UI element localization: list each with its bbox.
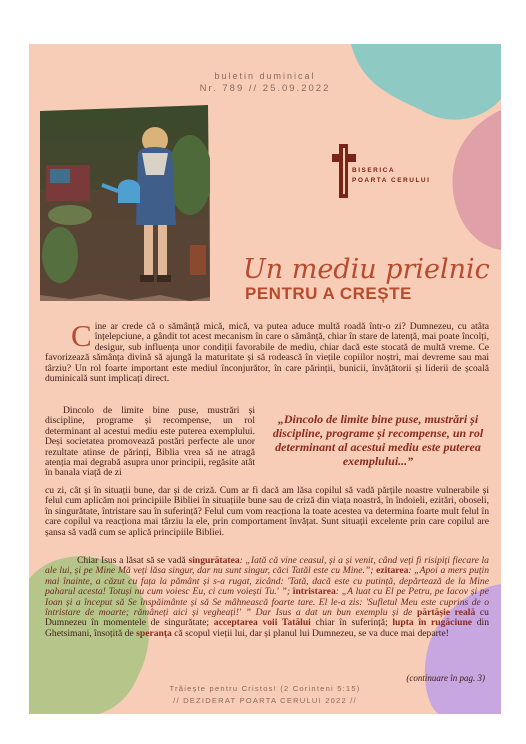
keyword-intristarea: întristarea <box>292 586 336 598</box>
child-watering-plants-photo <box>40 105 210 301</box>
continue-note: (continuare în pag. 3) <box>406 673 485 683</box>
logo-line-poarta-cerului: POARTA CERULUI <box>352 177 431 184</box>
footer-verse: Trăiește pentru Cristos! (2 Corinteni 5:15) <box>169 684 361 693</box>
issue-number-date: Nr. 789 // 25.09.2022 <box>199 83 331 94</box>
dropcap: C <box>71 318 92 353</box>
continuation-paragraph: cu zi, cât și în situații bune, dar și de criză. Cum ar fi dacă am lăsa copilul să vadă părțile noastre vulnerabile și felul cum aplicăm noi principiile Bibliei în situațiile bune sau de criză din viața noastră, în îndoieli, ezitări, oboseli, în singurătate, întristare sau în suferință? Felul cum vom reacționa la toate acestea va determina foarte mult felul în care copilul va reacționa mai târziu la ele, prin comportament învățat. Sunt situații excelente prin care copilul are șansa să vadă cum se aplică principiile Bibliei. <box>45 485 489 538</box>
p3-quote-1: : „Iată că vine ceasul, și a și venit, când veți fi risipiți fiecare la ale lui, și pe Mine Mă veți lăsa singur, dar nu sunt singur, căci Tatăl este cu Mine.”; <box>45 555 489 577</box>
keyword-speranta: speranța <box>136 627 172 639</box>
bulletin-page <box>29 44 501 714</box>
p3-text-3: chiar în suferință; <box>310 617 393 629</box>
title-main: PENTRU A CREȘTE <box>245 284 412 303</box>
pull-quote: „Dincolo de limite bine puse, mustrări și discipline, programe și recompense, un rol determinant al acestui mediu este puterea exemplului...” <box>272 412 484 468</box>
left-column-paragraph: Dincolo de limite bine puse, mustrări și discipline, programe și recompense, un rol determinant al acestui mediu este puterea exemplului. Deși societatea promovează postări perfecte ale unor rezultate atinse de părinți, Biblia vrea să ne atragă atenția mai degrabă asupra unor principii, regăsite atât în banala viață de zi <box>45 405 255 479</box>
p3-text-5: că scopul vieții lui, dar și planul lui Dumnezeu, se va duce mai departe! <box>171 627 449 639</box>
keyword-singuratatea: singurătatea <box>188 555 240 566</box>
title-script: Un mediu prielnic <box>243 254 490 285</box>
intro-paragraph <box>45 318 489 385</box>
jesus-example-paragraph <box>45 556 489 639</box>
p3-text-4: din Ghetsimani, însoțită de <box>45 617 489 639</box>
bulletin-label: buletin duminical <box>214 71 316 81</box>
intro-text: ine ar crede că o sămânță mică, mică, va putea aduce multă roadă într-o zi? Dumnezeu, cu atâta înțelepciune, a gândit tot acest mecanism în care o sămânță, chiar în stare de latență, mai poate încolți, desigur, sub influența unor condiții favorabile de mediu, chiar dacă este stocată de multă vreme. Ce favorizează sămânța divină să ajungă la maturitate și să rodească în viețile copiilor noștri, mai devreme sau mai târziu? Un rol foarte important este mediul înconjurător, în care părinții, bunicii, învățătorii și liderii de școală duminicală sunt implicați direct. <box>45 321 489 385</box>
p3-quote-2: : „Apoi a mers puțin mai înainte, a căzut cu fața la pământ și s-a rugat, zicând: 'Tată, dacă este cu putință, depărtează de la Mine paharul acesta! Totuși nu cum voiesc Eu, ci cum voiești Tu.' ”; <box>45 565 489 598</box>
keyword-lupta: lupta în rugăciune <box>392 617 473 629</box>
pink-blob-decoration <box>449 110 501 250</box>
church-logo <box>332 144 432 198</box>
keyword-partasie: părtășie reală <box>416 607 476 619</box>
keyword-ezitarea: ezitarea <box>376 565 409 577</box>
footer-motto: // DEZIDERAT POARTA CERULUI 2022 // <box>173 696 357 705</box>
p3-quote-3: : „A luat cu El pe Petru, pe Iacov și pe Ioan și a început să Se înspăimânte și să Se mâhnească foarte tare. El le-a zis: 'Sufletul Meu este cuprins de o întristare de moarte; rămâneți aici și vegheați!' ” Dar Isus a dat un bun exemplu și de <box>45 586 489 619</box>
p3-text-2: cu Dumnezeu în momentele de singurătate; <box>45 607 489 629</box>
keyword-acceptarea: acceptarea voii Tatălui <box>213 617 311 629</box>
title-script-svg <box>233 248 501 288</box>
p3-text: Chiar Isus a lăsat să se vadă <box>77 555 189 566</box>
logo-line-biserica: BISERICA <box>352 167 396 174</box>
